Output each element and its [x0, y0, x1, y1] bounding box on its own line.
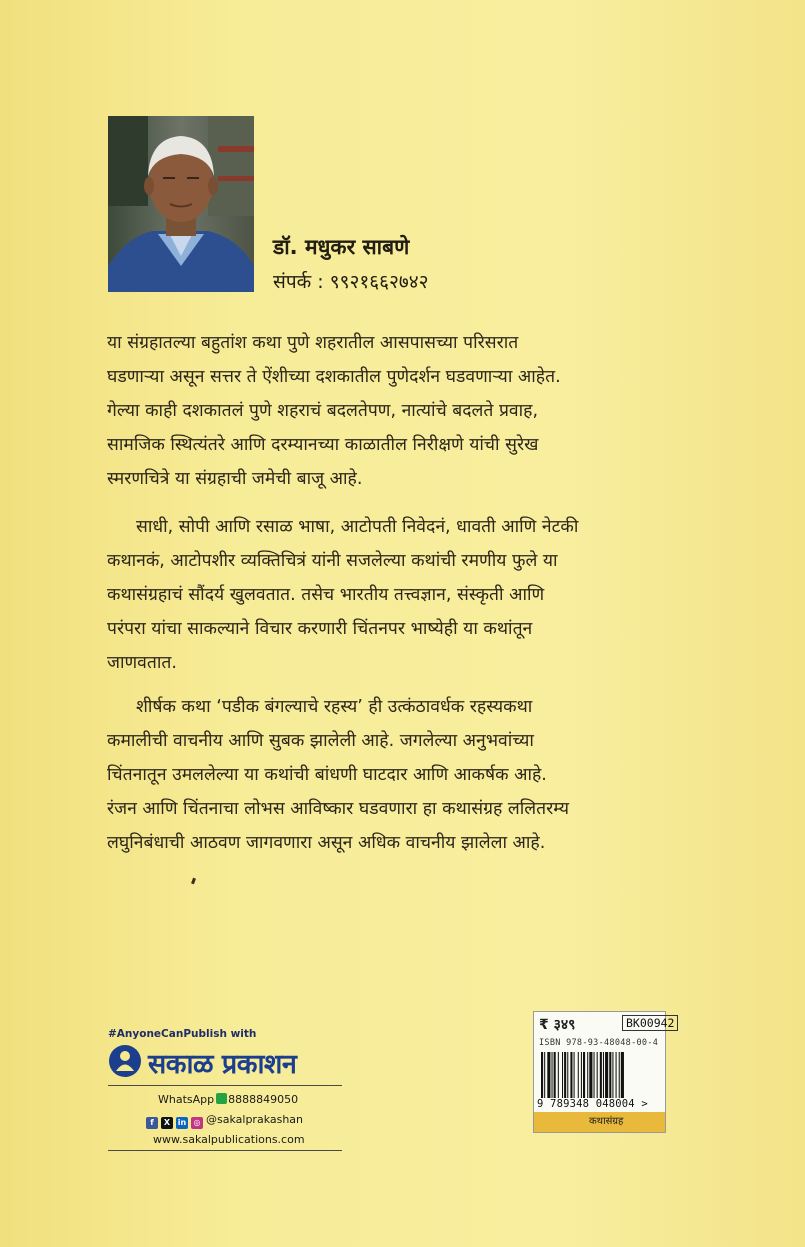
x-icon: X: [161, 1117, 173, 1129]
whatsapp-contact: [158, 1093, 298, 1106]
divider: [108, 1085, 342, 1086]
publisher-logo-text: सकाळ प्रकाशन: [148, 1049, 297, 1080]
blurb-line: शीर्षक कथा ‘पडीक बंगल्याचे रहस्य’ ही उत्कंठावर्धक रहस्यकथा: [136, 697, 533, 717]
barcode-bar: [612, 1052, 613, 1098]
barcode-bar: [619, 1052, 620, 1098]
author-contact: संपर्क : ९९२१६६२७४२: [273, 271, 429, 293]
instagram-icon: ◎: [191, 1117, 203, 1129]
barcode-bar: [554, 1052, 556, 1098]
barcode-bar: [552, 1052, 553, 1098]
publisher-website: www.sakalpublications.com: [153, 1133, 305, 1146]
author-photo: [108, 116, 254, 292]
barcode-bar: [541, 1052, 543, 1098]
facebook-icon: f: [146, 1117, 158, 1129]
price: ₹ ३४९: [539, 1017, 576, 1033]
blurb-line: चिंतनातून उमललेल्या या कथांची बांधणी घाटदार आणि आकर्षक आहे.: [107, 765, 547, 785]
blurb-line: कमालीची वाचनीय आणि सुबक झालेली आहे. जगलेल्या अनुभवांच्या: [107, 731, 534, 751]
barcode-bar: [547, 1052, 550, 1098]
genre-label: कथासंग्रह: [534, 1112, 665, 1132]
barcode-bar: [597, 1052, 598, 1098]
barcode: [539, 1052, 660, 1098]
barcode-bar: [583, 1052, 585, 1098]
barcode-bar: [578, 1052, 579, 1098]
linkedin-icon: in: [177, 1118, 187, 1127]
price-barcode-sticker: [533, 1011, 675, 1133]
barcode-bar: [558, 1052, 559, 1098]
barcode-bar: [570, 1052, 572, 1098]
blurb-paragraph-1: [107, 326, 707, 496]
social-handle: @sakalprakashan: [206, 1113, 304, 1126]
blurb-line: या संग्रहातल्या बहुतांश कथा पुणे शहरातील आसपासच्या परिसरात: [107, 333, 519, 353]
barcode-bar: [594, 1052, 595, 1098]
divider: [108, 1150, 342, 1151]
blurb-line: गेल्या काही दशकातलं पुणे शहराचं बदलतेपण, नात्यांचे बदलते प्रवाह,: [107, 401, 539, 421]
blurb-line: घडणाऱ्या असून सत्तर ते ऐंशीच्या दशकातील पुणेदर्शन घडवणाऱ्या आहेत.: [107, 367, 561, 387]
barcode-bar: [616, 1052, 617, 1098]
publisher-logo: [108, 1042, 344, 1082]
blurb-paragraph-2: [107, 510, 707, 680]
blurb-line: जाणवतात.: [107, 653, 177, 673]
blurb-line: सामजिक स्थित्यंतरे आणि दरम्यानच्या काळातील निरीक्षणे यांची सुरेख: [107, 435, 539, 455]
ink-mark: [191, 878, 196, 885]
blurb-line: स्मरणचित्रे या संग्रहाची जमेची बाजू आहे.: [107, 469, 363, 489]
barcode-bar: [574, 1052, 575, 1098]
whatsapp-icon: [216, 1093, 227, 1104]
barcode-bar: [564, 1052, 566, 1098]
whatsapp-number: 8888849050: [228, 1093, 299, 1106]
barcode-bar: [562, 1052, 563, 1098]
barcode-number: 9 789348 048004 >: [537, 1098, 648, 1110]
blurb-line: रंजन आणि चिंतनाचा लोभस आविष्कार घडवणारा हा कथासंग्रह ललितरम्य: [107, 799, 570, 819]
barcode-bar: [581, 1052, 582, 1098]
blurb-line: परंपरा यांचा साकल्याने विचार करणारी चिंतनपर भाष्येही या कथांतून: [107, 619, 533, 639]
barcode-bar: [544, 1052, 545, 1098]
barcode-bar: [609, 1052, 611, 1098]
barcode-bar: [621, 1052, 624, 1098]
isbn: ISBN 978-93-48048-00-4: [539, 1038, 659, 1048]
barcode-bar: [600, 1052, 602, 1098]
blurb-line: साधी, सोपी आणि रसाळ भाषा, आटोपती निवेदनं, धावती आणि नेटकी: [136, 517, 579, 537]
blurb-line: लघुनिबंधाची आठवण जागवणारा असून अधिक वाचनीय झालेला आहे.: [107, 833, 546, 853]
barcode-bar: [587, 1052, 588, 1098]
blurb-line: कथासंग्रहाचं सौंदर्य खुलवतात. तसेच भारतीय तत्त्वज्ञान, संस्कृती आणि: [107, 585, 545, 605]
barcode-bar: [567, 1052, 568, 1098]
publisher-hashtag: #AnyoneCanPublish with: [108, 1028, 257, 1040]
publisher-logo-icon: [108, 1044, 142, 1078]
whatsapp-label: WhatsApp: [158, 1093, 215, 1106]
social-links: [146, 1113, 303, 1129]
blurb-paragraph-3: [107, 690, 707, 860]
blurb-line: कथानकं, आटोपशीर व्यक्तिचित्रं यांनी सजलेल्या कथांची रमणीय फुले या: [107, 551, 558, 571]
barcode-bar: [603, 1052, 604, 1098]
author-name: डॉ. मधुकर साबणे: [273, 235, 410, 259]
barcode-bar: [589, 1052, 592, 1098]
barcode-bar: [605, 1052, 608, 1098]
book-code: BK00942: [622, 1015, 678, 1031]
